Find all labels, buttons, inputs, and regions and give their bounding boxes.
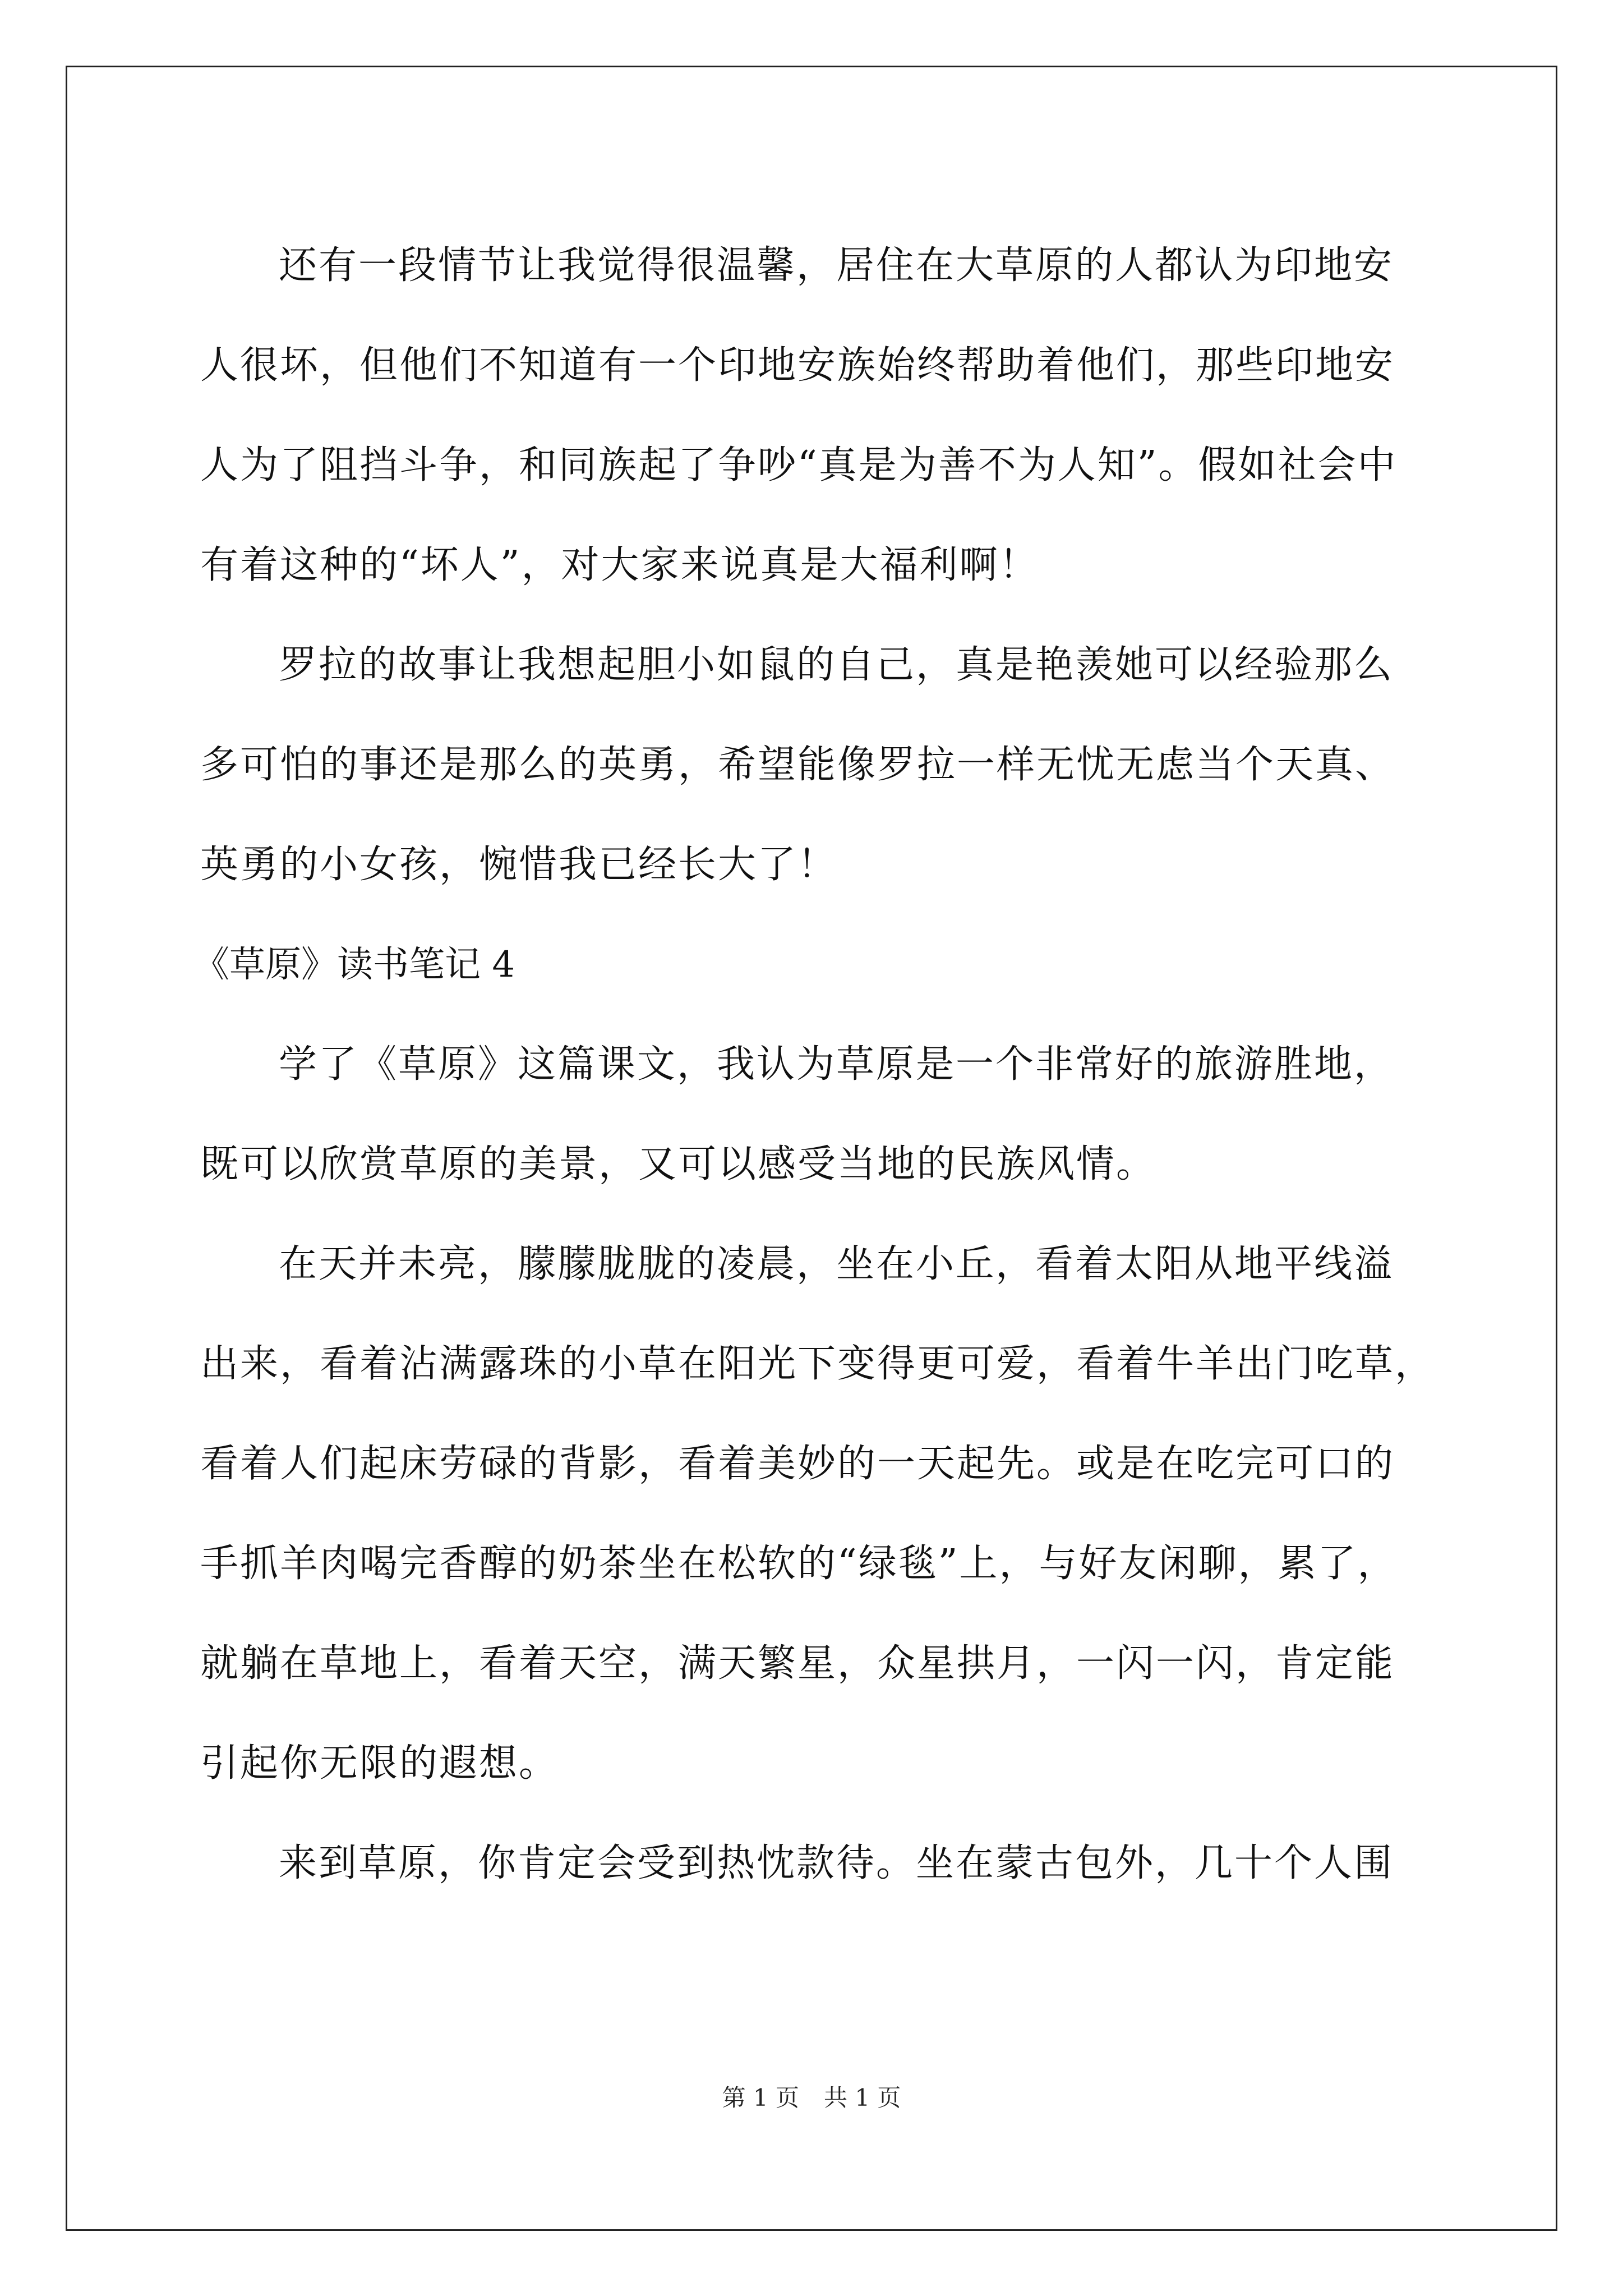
paragraph-5 — [200, 1814, 1434, 1913]
text-line: 人很坏，但他们不知道有一个印地安族始终帮助着他们，那些印地安 — [200, 343, 1395, 388]
text-line: 就躺在草地上，看着天空，满天繁星，众星拱月，一闪一闪，肯定能 — [200, 1641, 1395, 1686]
text-line: 还有一段情节让我觉得很温馨，居住在大草原的人都认为印地安 — [279, 243, 1394, 288]
text-line: 出来，看着沾满露珠的小草在阳光下变得更可爱，看着牛羊出门吃草， — [200, 1342, 1435, 1386]
text-line: 在天并未亮，朦朦胧胧的凌晨，坐在小丘，看着太阳从地平线溢 — [279, 1242, 1394, 1286]
section-heading: 《草原》读书笔记 4 — [193, 944, 515, 986]
text-line: 英勇的小女孩，惋惜我已经长大了！ — [200, 843, 838, 887]
page-footer — [0, 2081, 1623, 2115]
page-number: 第 1 页 — [722, 2084, 799, 2111]
paragraph-4 — [200, 1214, 1434, 1814]
text-line: 既可以欣赏草原的美景，又可以感受当地的民族风情。 — [200, 1142, 1156, 1186]
paragraph-2 — [200, 615, 1434, 915]
paragraph-1 — [200, 216, 1434, 615]
document-body — [193, 216, 1435, 1913]
text-line: 来到草原，你肯定会受到热忱款待。坐在蒙古包外，几十个人围 — [279, 1841, 1394, 1885]
text-line: 引起你无限的遐想。 — [200, 1741, 559, 1786]
text-line: 人为了阻挡斗争，和同族起了争吵“真是为善不为人知”。假如社会中 — [200, 443, 1398, 487]
text-line: 手抓羊肉喝完香醇的奶茶坐在松软的“绿毯”上，与好友闲聊，累了， — [200, 1542, 1398, 1586]
page-total: 共 1 页 — [824, 2084, 901, 2111]
paragraph-3 — [200, 1015, 1434, 1214]
text-line: 多可怕的事还是那么的英勇，希望能像罗拉一样无忧无虑当个天真、 — [200, 743, 1395, 787]
text-line: 学了《草原》这篇课文，我认为草原是一个非常好的旅游胜地， — [279, 1042, 1394, 1087]
text-line: 罗拉的故事让我想起胆小如鼠的自己，真是艳羡她可以经验那么 — [279, 643, 1394, 687]
text-line: 有着这种的“坏人”，对大家来说真是大福利啊！ — [200, 543, 1039, 587]
text-line: 看着人们起床劳碌的背影，看着美妙的一天起先。或是在吃完可口的 — [200, 1442, 1395, 1486]
